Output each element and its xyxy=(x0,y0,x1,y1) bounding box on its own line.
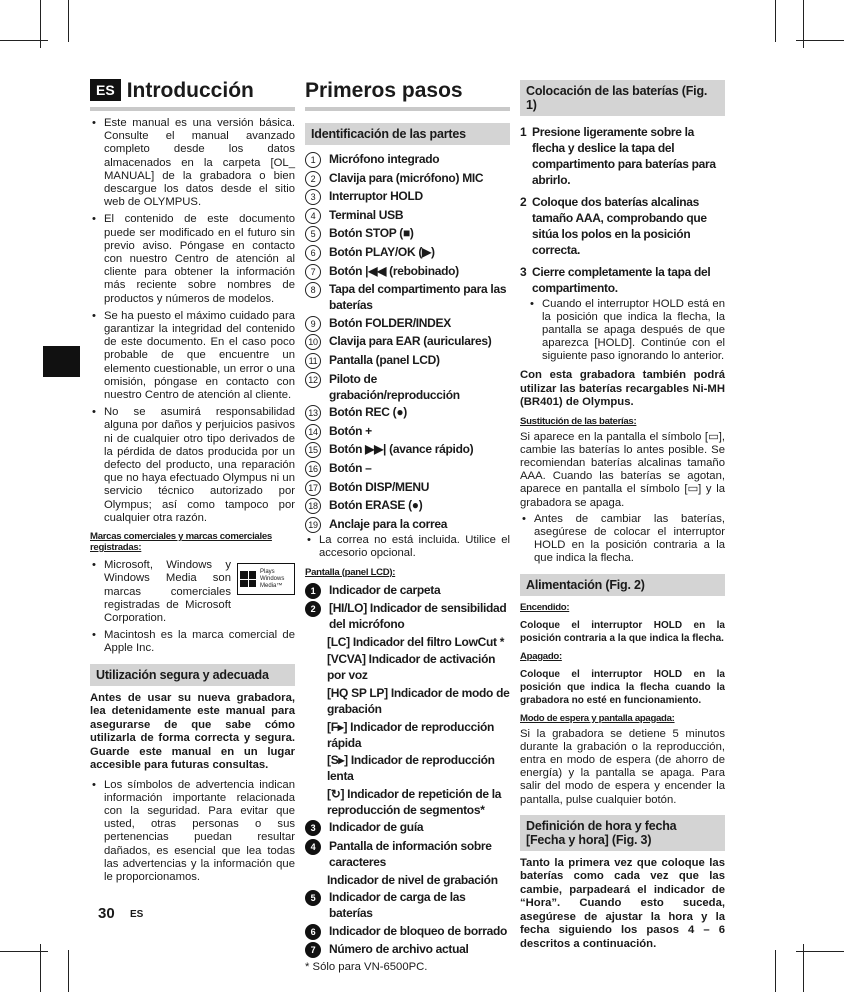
crop-mark xyxy=(775,0,776,42)
trademarks-list xyxy=(90,559,295,655)
list-item: • Se ha puesto el máximo cuidado para garantizar la integridad del contenido de este documento. En el caso poco probable de que encuentre un elemento cuestionable, un error o una omisión, póngase en contacto con nuestro Centro de atención al cliente. xyxy=(90,310,295,402)
parts-list xyxy=(305,151,510,533)
list-item: • Macintosh es la marca comercial de Apple Inc. xyxy=(90,629,295,655)
crop-mark xyxy=(775,950,776,992)
display-item: 5 Indicador de carga de las baterías xyxy=(305,889,510,921)
display-item: [LC] Indicador del filtro LowCut * xyxy=(327,634,505,649)
display-item: [VCVA] Indicador de activación por voz xyxy=(327,652,496,683)
trademarks-heading: Marcas comerciales y marcas comerciales registradas: xyxy=(90,531,272,554)
part-item: 2 Clavija para (micrófono) MIC xyxy=(305,170,510,187)
part-item: 12 Piloto de grabación/reproducción xyxy=(305,371,510,403)
time-title: Definición de hora y fecha [Fecha y hora] (Fig. 3) xyxy=(520,815,725,851)
crop-mark xyxy=(68,0,69,42)
part-item: 11 Pantalla (panel LCD) xyxy=(305,352,510,369)
windows-media-logo xyxy=(237,563,295,595)
list-item: • Este manual es una versión básica. Consulte el manual avanzado completo desde los datos almacenados en la carpeta [OL_ MANUAL] de la grabadora o bien descargue los datos desde el sitio web de OLYMPUS. xyxy=(90,117,295,209)
standby-heading: Modo de espera y pantalla apagada: xyxy=(520,712,675,724)
display-item: 6 Indicador de bloqueo de borrado xyxy=(305,923,510,940)
part-item: 6 Botón PLAY/OK (▶) xyxy=(305,244,510,261)
part-item: 18 Botón ERASE (●) xyxy=(305,497,510,514)
part-item: 10 Clavija para EAR (auriculares) xyxy=(305,333,510,350)
part-item: 15 Botón ▶▶| (avance rápido) xyxy=(305,441,510,458)
section-title: ES Introducción xyxy=(90,78,295,111)
language-badge: ES xyxy=(90,79,121,101)
part-item: 7 Botón |◀◀ (rebobinado) xyxy=(305,263,510,280)
crop-mark xyxy=(68,950,69,992)
column-batteries xyxy=(520,78,725,957)
replace-list xyxy=(520,513,725,566)
rechargeable-note: Con esta grabadora también podrá utilizar las baterías recargables Ni-MH (BR401) de Olympus. xyxy=(520,369,725,408)
battery-steps xyxy=(520,124,725,296)
replace-heading: Sustitución de las baterías: xyxy=(520,415,637,427)
list-item: • Los símbolos de advertencia indican información importante relacionada con la seguridad. Para evitar que usted, otras personas o sus pertenencias puedan resultar dañados, es esencial que lea todas las advertencias y la información que le proporcionamos. xyxy=(90,779,295,885)
standby-text: Si la grabadora se detiene 5 minutos durante la grabación o la reproducción, entra en modo de espera (de ahorro de energía) y la pantalla se apaga. Para salir del modo de espera y encender la pantalla, pulse cualquier botón. xyxy=(520,727,725,806)
display-heading: Pantalla (panel LCD): xyxy=(305,566,396,578)
step3-note: • Cuando el interruptor HOLD está en la posición que indica la flecha, la pantalla se apaga después de que aparezca [HOLD]. Continúe con el siguiente paso ignorando lo anterior. xyxy=(530,298,725,363)
step-item: 3 Cierre completamente la tapa del compartimento. xyxy=(520,265,711,295)
off-text: Coloque el interruptor HOLD en la posición que indica la flecha cuando la grabadora no esté en funcionamiento. xyxy=(520,668,725,706)
part-item: 8 Tapa del compartimento para las baterías xyxy=(305,281,510,313)
page-language: ES xyxy=(130,909,144,920)
parts-title: Identificación de las partes xyxy=(305,123,510,145)
display-item: 1 Indicador de carpeta xyxy=(305,582,510,599)
on-heading: Encendido: xyxy=(520,601,570,613)
off-heading: Apagado: xyxy=(520,650,562,662)
crop-mark xyxy=(40,944,41,992)
part-item: 5 Botón STOP (■) xyxy=(305,225,510,242)
strap-note xyxy=(305,534,510,560)
display-item: Indicador de nivel de grabación xyxy=(327,872,498,887)
section-title: Primeros pasos xyxy=(305,78,510,111)
safe-use-title: Utilización segura y adecuada xyxy=(90,664,295,686)
time-text: Tanto la primera vez que coloque las baterías como cada vez que las cambie, parpadeará el indicador de “Hora”. Cuando esto suceda, asegúrese de ajustar la hora y la fecha siguiendo los pasos 4 – 6 descritos a continuación. xyxy=(520,856,725,950)
display-item: 3 Indicador de guía xyxy=(305,819,510,836)
list-item: • Plays Windows Media™ Microsoft, Windows y Windows Media son marcas comerciales registradas de Microsoft Corporation. xyxy=(90,559,295,625)
part-item: 9 Botón FOLDER/INDEX xyxy=(305,315,510,332)
logo-text: • Plays Windows Media™ xyxy=(260,568,285,589)
column-getting-started xyxy=(305,78,510,978)
part-item: 16 Botón – xyxy=(305,460,510,477)
display-item: 4 Pantalla de información sobre caracteres xyxy=(305,838,510,870)
crop-mark xyxy=(40,0,41,48)
display-item: [S▸] Indicador de reproducción lenta xyxy=(327,753,495,784)
part-item: 13 Botón REC (●) xyxy=(305,404,510,421)
power-title: Alimentación (Fig. 2) xyxy=(520,574,725,596)
crop-mark xyxy=(803,0,804,48)
part-item: 4 Terminal USB xyxy=(305,207,510,224)
footnote: * Sólo para VN-6500PC. xyxy=(305,961,428,974)
safe-use-text: Antes de usar su nueva grabadora, lea detenidamente este manual para asegurarse de que sabe cómo utilizarla de forma correcta y segura. Guarde este manual en un lugar accesible para futuras consultas. xyxy=(90,691,295,772)
list-item: • Antes de cambiar las baterías, asegúrese de colocar el interruptor HOLD en la posición contraria a la que indica la flecha. xyxy=(520,513,725,566)
crop-mark xyxy=(803,944,804,992)
page-number: 30 xyxy=(98,905,115,922)
step-item: 1 Presione ligeramente sobre la flecha y deslice la tapa del compartimento para baterías para abrirlo. xyxy=(520,125,716,187)
replace-text: Si aparece en la pantalla el símbolo [▭], cambie las baterías lo antes posible. Se recomiendan baterías alcalinas tamaño AAA. Cuando las baterías se agotan, aparece en pantalla el símbolo [▭] y la grabadora se apaga. xyxy=(520,430,725,509)
part-item: 19 Anclaje para la correa xyxy=(305,516,510,533)
on-text: Coloque el interruptor HOLD en la posición contraria a la que indica la flecha. xyxy=(520,619,725,644)
display-list xyxy=(305,582,510,959)
column-introduction xyxy=(90,78,295,888)
part-item: 1 Micrófono integrado xyxy=(305,151,510,168)
display-item: [F▸] Indicador de reproducción rápida xyxy=(327,719,495,750)
safe-use-list xyxy=(90,779,295,885)
display-item: [HQ SP LP] Indicador de modo de grabación xyxy=(327,686,510,717)
part-item: 14 Botón + xyxy=(305,423,510,440)
list-item: • No se asumirá responsabilidad alguna por daños y perjuicios pasivos ni de cualquier otro tipo derivados de la pérdida de datos producida por un defecto del producto, una reparación que no haya efectuado Olympus ni un servicio técnico autorizado por Olympus; así como tampoco por cualquier otra razón. xyxy=(90,406,295,525)
section-tab xyxy=(43,346,80,377)
list-item: • El contenido de este documento puede ser modificado en el futuro sin previo aviso. Póngase en contacto con nuestro Centro de atención al cliente para obtener la información más reciente sobre nombres de productos y números de modelos. xyxy=(90,213,295,305)
list-item: • La correa no está incluida. Utilice el accesorio opcional. xyxy=(305,534,510,560)
intro-list xyxy=(90,117,295,525)
part-item: 17 Botón DISP/MENU xyxy=(305,479,510,496)
windows-flag-icon xyxy=(240,571,256,587)
display-item: 7 Número de archivo actual xyxy=(305,941,510,958)
part-item: 3 Interruptor HOLD xyxy=(305,188,510,205)
step-item: 2 Coloque dos baterías alcalinas tamaño AAA, comprobando que sitúa los polos en la posición correcta. xyxy=(520,195,707,257)
display-item: 2 [HI/LO] Indicador de sensibilidad del micrófono xyxy=(305,600,510,632)
battery-title: Colocación de las baterías (Fig. 1) xyxy=(520,80,725,116)
display-item: [↻] Indicador de repetición de la reproducción de segmentos* xyxy=(327,786,502,817)
